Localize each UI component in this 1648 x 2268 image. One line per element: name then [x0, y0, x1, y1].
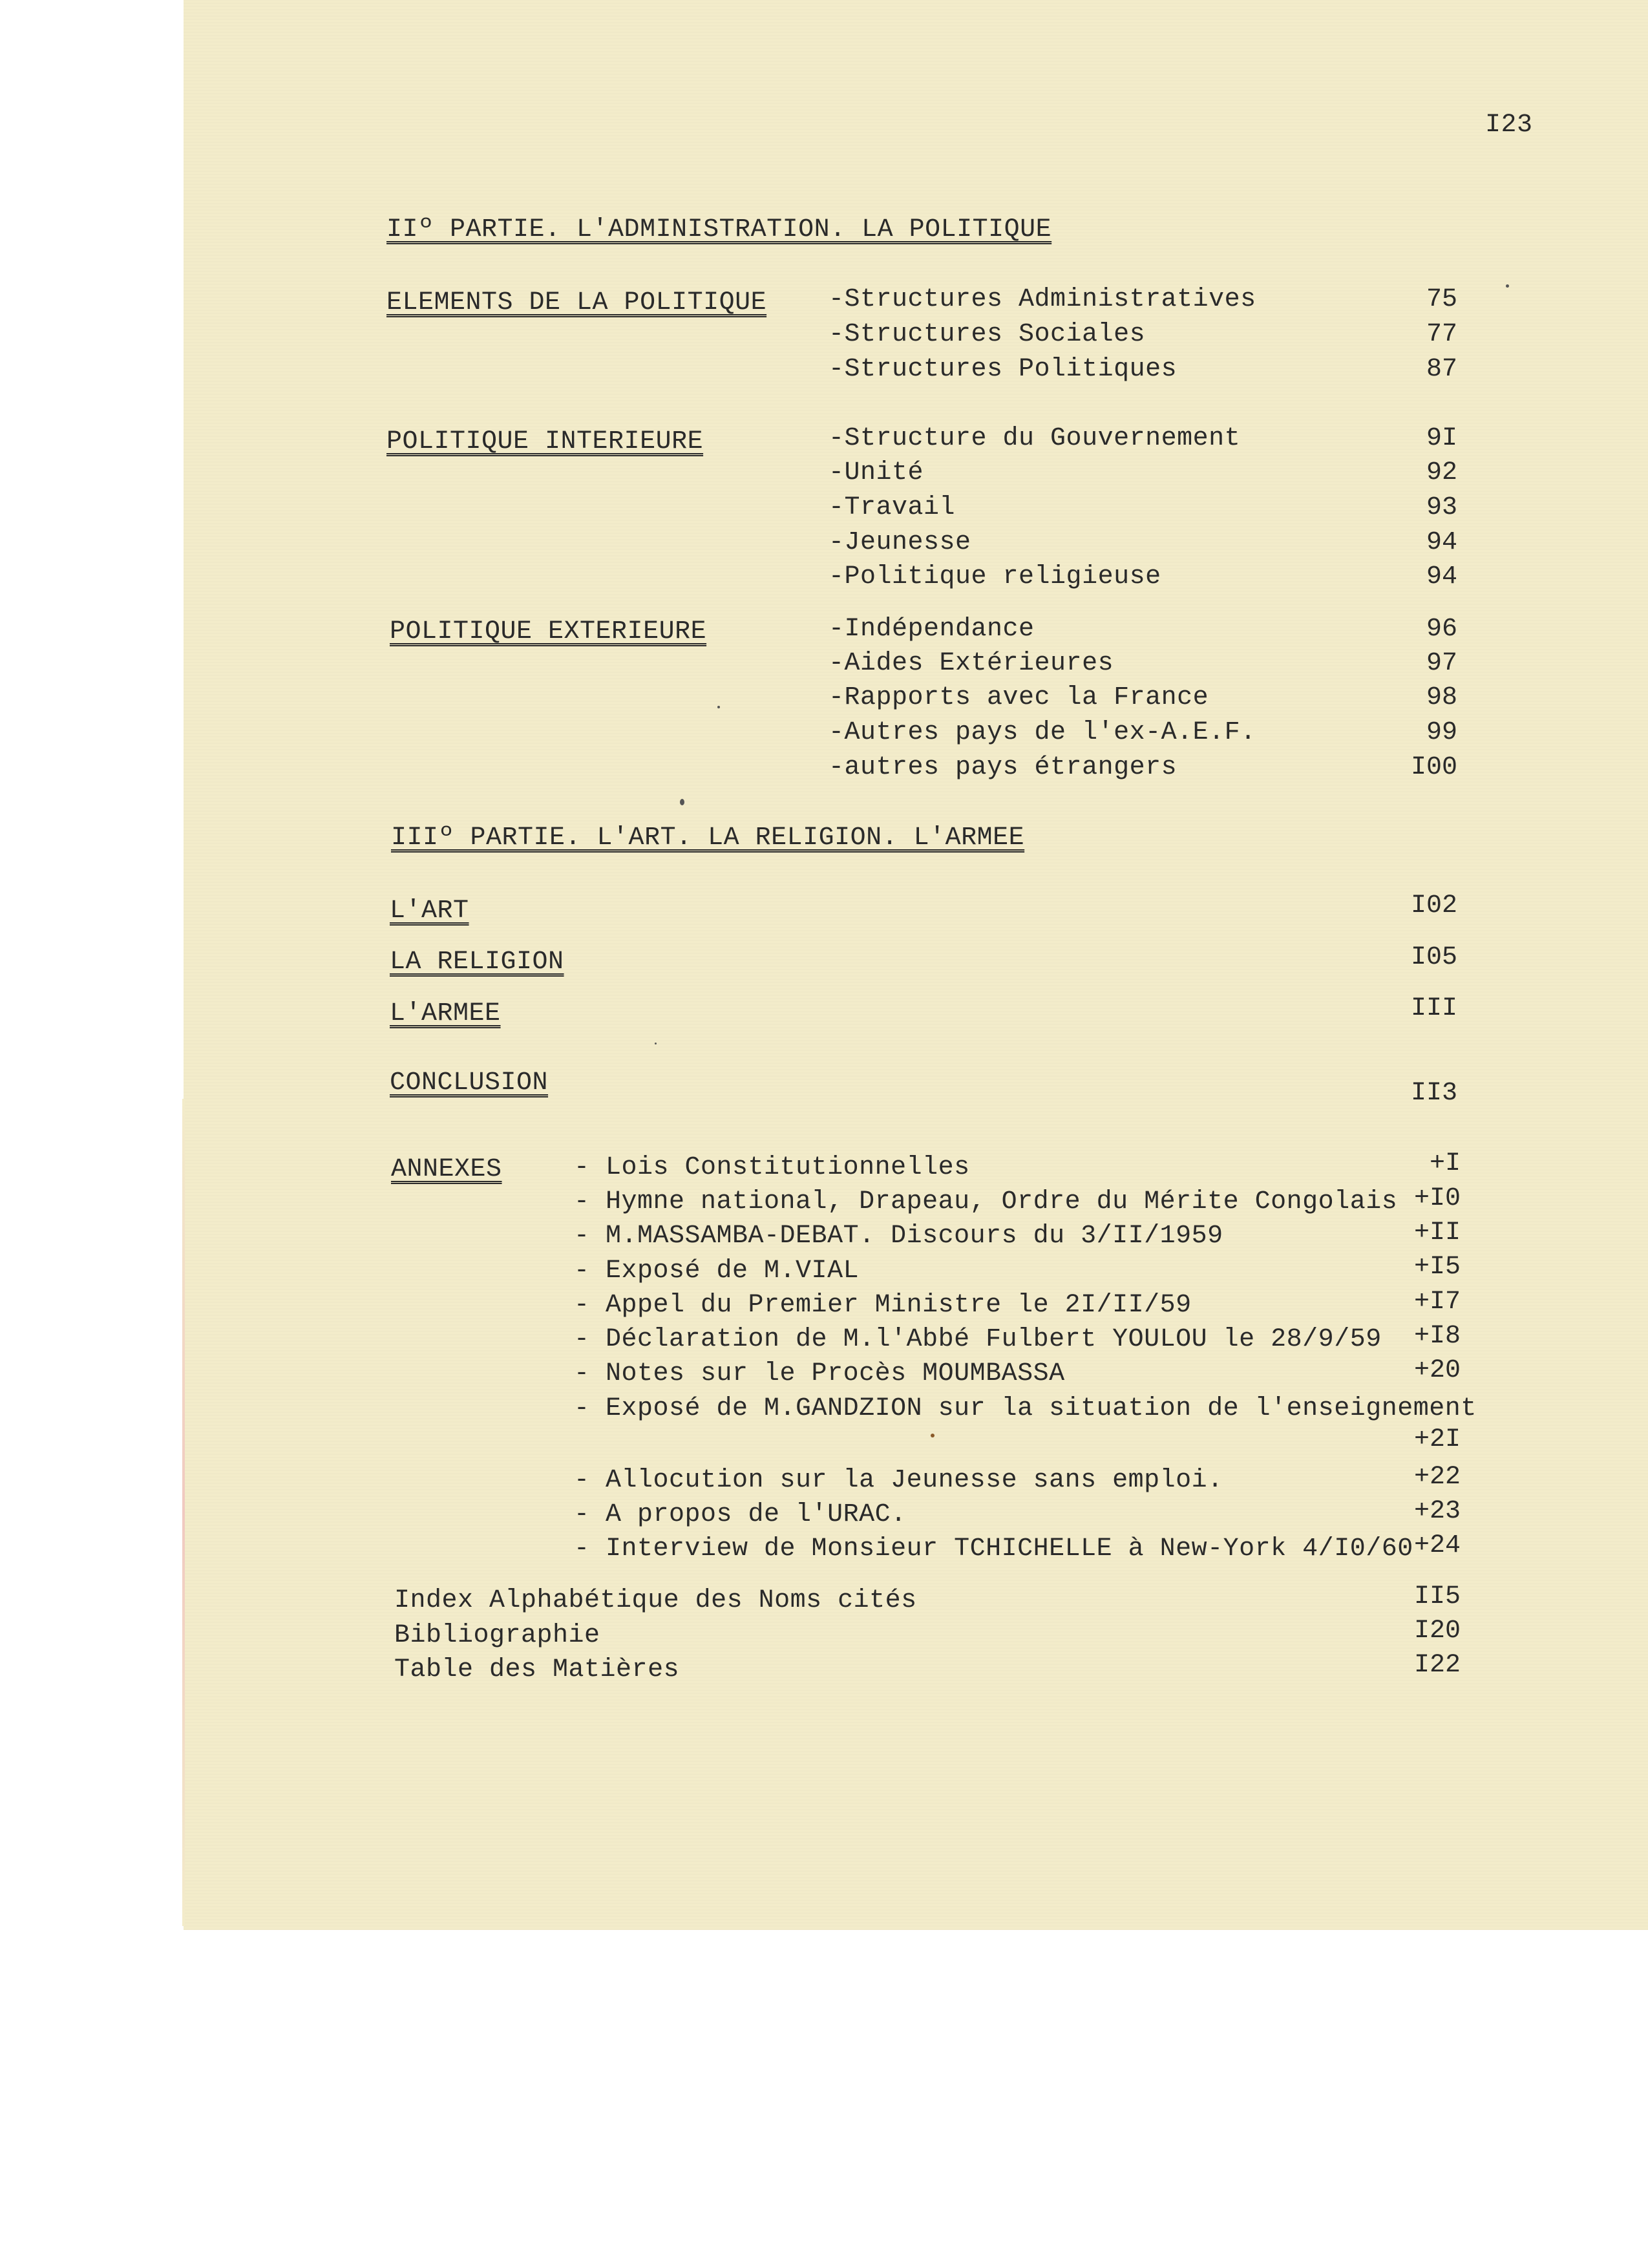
annexes-heading: ANNEXES	[391, 1155, 502, 1184]
back-matter-label: Table des Matières	[394, 1655, 680, 1684]
annex-item-page: +2I	[1413, 1425, 1461, 1454]
toc-entry-label: -Autres pays de l'ex-A.E.F.	[829, 718, 1256, 747]
annex-item-label: - Lois Constitutionnelles	[574, 1153, 970, 1182]
back-matter-label: Bibliographie	[394, 1621, 600, 1650]
conclusion-page: II3	[1410, 1079, 1457, 1108]
annex-item-label: - Interview de Monsieur TCHICHELLE à New-York 4/I0/60	[574, 1534, 1413, 1563]
scan-speck	[680, 799, 684, 805]
toc-entry-label: -Structures Politiques	[829, 355, 1178, 384]
annex-item-label: - Hymne national, Drapeau, Ordre du Mérite Congolais	[574, 1187, 1398, 1216]
part-3-entry-page: I05	[1410, 943, 1457, 972]
back-matter-page: I20	[1413, 1616, 1461, 1646]
annex-item-page: +I5	[1413, 1253, 1461, 1282]
scan-speck	[1506, 284, 1509, 288]
toc-entry-page: 97	[1426, 649, 1457, 678]
toc-entry-page: 75	[1426, 285, 1457, 314]
annex-item-page: +20	[1413, 1356, 1461, 1385]
part-3-entry-label: L'ARMEE	[390, 999, 501, 1028]
annex-item-label: - Allocution sur la Jeunesse sans emploi.	[574, 1466, 1223, 1495]
annex-item-label: - Exposé de M.VIAL	[574, 1256, 860, 1286]
part-3-entry-page: III	[1410, 994, 1457, 1023]
toc-entry-label: -Indépendance	[829, 615, 1035, 644]
toc-entry-page: 94	[1426, 528, 1457, 557]
paper-edge	[182, 1099, 185, 1926]
back-matter-page: II5	[1413, 1582, 1461, 1611]
toc-entry-label: -Structures Sociales	[829, 320, 1146, 349]
toc-entry-page: 93	[1426, 493, 1457, 522]
toc-entry-page: I00	[1410, 753, 1457, 782]
toc-entry-page: 96	[1426, 615, 1457, 644]
conclusion-label: CONCLUSION	[390, 1068, 549, 1097]
section-heading-elements: ELEMENTS DE LA POLITIQUE	[386, 288, 767, 317]
annex-item-page: +II	[1413, 1218, 1461, 1247]
part-3-entry-page: I02	[1410, 891, 1457, 920]
toc-entry-page: 92	[1426, 458, 1457, 487]
section-heading-exterieure: POLITIQUE EXTERIEURE	[390, 617, 707, 646]
toc-entry-page: 99	[1426, 718, 1457, 747]
annex-item-page: +22	[1413, 1463, 1461, 1492]
annex-item-label: - Appel du Premier Ministre le 2I/II/59	[574, 1291, 1192, 1320]
annex-item-label: - M.MASSAMBA-DEBAT. Discours du 3/II/1959	[574, 1222, 1223, 1251]
part-3-entry-label: L'ART	[390, 896, 469, 926]
annex-item-label: - Déclaration de M.l'Abbé Fulbert YOULOU le 28/9/59	[574, 1325, 1382, 1354]
annex-item-page: +23	[1413, 1497, 1461, 1526]
back-matter-page: I22	[1413, 1651, 1461, 1680]
scan-speck	[717, 706, 720, 708]
annex-item-page: +I	[1429, 1149, 1461, 1178]
toc-entry-label: -Aides Extérieures	[829, 649, 1114, 678]
toc-entry-page: 87	[1426, 355, 1457, 384]
annex-item-page: +24	[1413, 1531, 1461, 1560]
toc-entry-label: -Unité	[829, 458, 924, 487]
toc-entry-label: -Travail	[829, 493, 956, 522]
part-3-entry-label: LA RELIGION	[390, 948, 564, 977]
toc-entry-label: -Structure du Gouvernement	[829, 424, 1241, 453]
annex-item-page: +I0	[1413, 1184, 1461, 1213]
toc-entry-label: -Jeunesse	[829, 528, 971, 557]
annex-item-label: - Notes sur le Procès MOUMBASSA	[574, 1359, 1065, 1388]
page-number: I23	[1485, 111, 1533, 140]
toc-entry-label: -Politique religieuse	[829, 562, 1161, 591]
part-2-title: IIº PARTIE. L'ADMINISTRATION. LA POLITIQUE	[386, 215, 1052, 244]
scan-speck	[931, 1434, 935, 1437]
toc-entry-label: -Rapports avec la France	[829, 683, 1209, 712]
toc-entry-page: 98	[1426, 683, 1457, 712]
toc-entry-page: 94	[1426, 562, 1457, 591]
annex-item-page: +I7	[1413, 1288, 1461, 1317]
part-3-title: IIIº PARTIE. L'ART. LA RELIGION. L'ARMEE	[391, 823, 1025, 853]
annex-item-label: - A propos de l'URAC.	[574, 1500, 907, 1529]
back-matter-label: Index Alphabétique des Noms cités	[394, 1586, 917, 1615]
scan-speck	[655, 1043, 657, 1044]
toc-entry-label: -autres pays étrangers	[829, 753, 1178, 782]
annex-item-label: - Exposé de M.GANDZION sur la situation de l'enseignement	[574, 1394, 1477, 1423]
toc-entry-label: -Structures Administratives	[829, 285, 1256, 314]
toc-entry-page: 9I	[1426, 424, 1457, 453]
section-heading-interieure: POLITIQUE INTERIEURE	[386, 427, 704, 456]
annex-item-page: +I8	[1413, 1322, 1461, 1351]
toc-entry-page: 77	[1426, 320, 1457, 349]
